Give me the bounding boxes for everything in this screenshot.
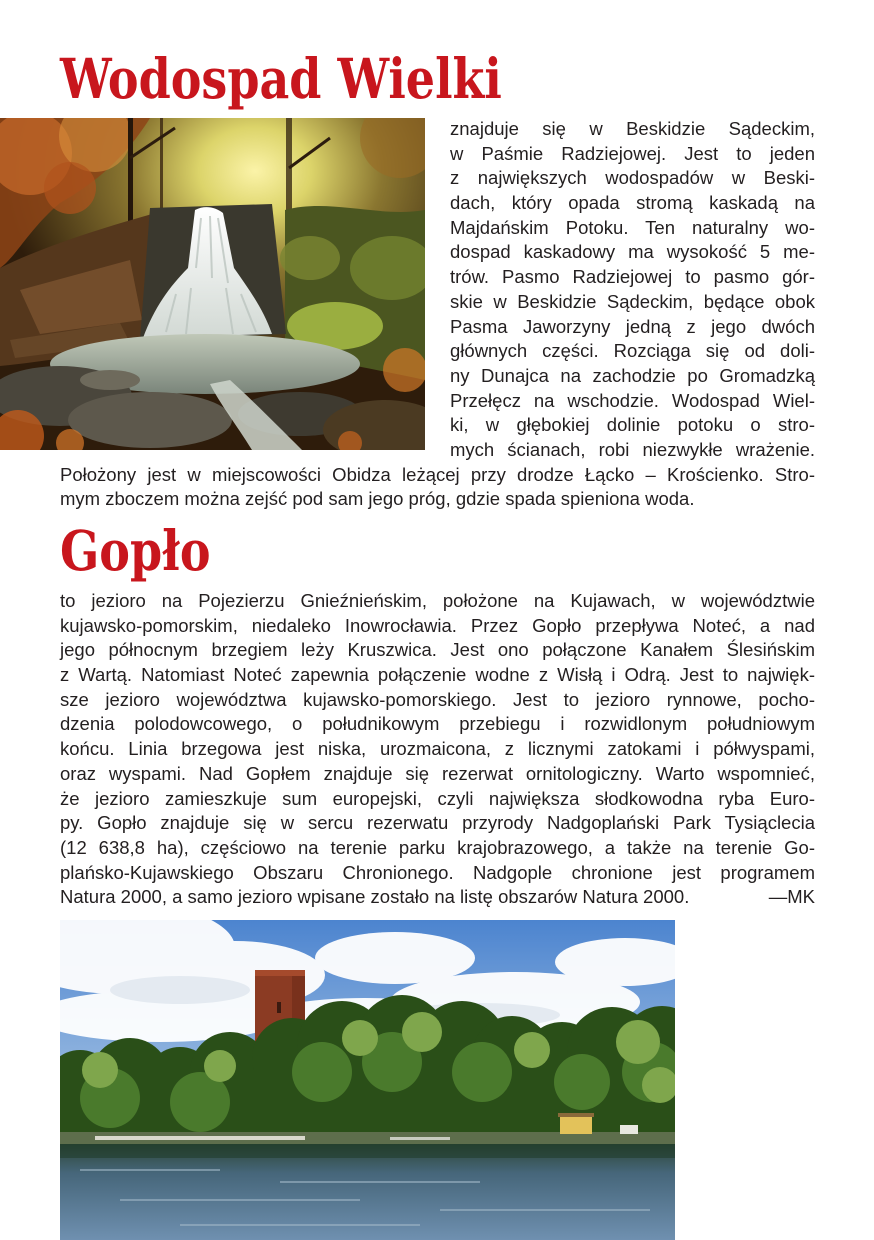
goplo-title: Gopło bbox=[60, 518, 211, 584]
waterfall-text-line: Majdańskim Potoku. Ten naturalny wo- bbox=[450, 216, 815, 238]
waterfall-text-line: mym zboczem można zejść pod sam jego próg, gdzie spada spieniona woda. bbox=[60, 488, 695, 510]
goplo-article bbox=[60, 589, 815, 910]
author-signature: —MK bbox=[768, 886, 815, 908]
waterfall-text-line: dach, który opada stromą kaskadą na bbox=[450, 192, 815, 214]
waterfall-text-line: skie w Beskidzie Sądeckim, będące obok bbox=[450, 290, 815, 312]
goplo-text-line: oraz wyspami. Nad Gopłem znajduje się rezerwat ornitologiczny. Warto wspomnieć, bbox=[60, 762, 815, 784]
waterfall-title: Wodospad Wielki bbox=[60, 46, 502, 112]
goplo-text-line: py. Gopło znajduje się w sercu rezerwatu przyrody Nadgoplański Park Tysiąclecia bbox=[60, 812, 815, 834]
goplo-text-line: to jezioro na Pojezierzu Gnieźnieńskim, położone na Kujawach, w województwie bbox=[60, 590, 815, 611]
waterfall-text-line: Położony jest w miejscowości Obidza leżącej przy drodze Łącko – Krościenko. Stro- bbox=[60, 463, 815, 485]
waterfall-text-line: mych ścianach, robi niezwykłe wrażenie. bbox=[450, 438, 815, 460]
waterfall-text-line: dospad kaskadowy ma wysokość 5 me- bbox=[450, 241, 815, 263]
goplo-text-line: dzenia polodowcowego, o południkowym przebiegu i rozwidlonym południowym bbox=[60, 713, 815, 735]
goplo-text-line: że jezioro zamieszkuje sum europejski, czyli największa słodkowodna ryba Euro- bbox=[60, 787, 815, 809]
waterfall-text-line: w Paśmie Radziejowej. Jest to jeden bbox=[450, 142, 815, 164]
waterfall-text-line: Pasma Jaworzyny jedną z jego dwóch bbox=[450, 315, 815, 337]
goplo-text-line: kujawsko-pomorskim, niedaleko Inowrocławia. Przez Gopło przepływa Noteć, a nad bbox=[60, 614, 815, 636]
waterfall-text-line: ny Dunajca na zachodzie po Gromadzką bbox=[450, 364, 815, 386]
waterfall-text-line: z największych wodospadów w Beski- bbox=[450, 167, 815, 189]
waterfall-text-line: ki, w głębokiej dolinie potoku o stro- bbox=[450, 414, 815, 436]
waterfall-text-line: trów. Pasmo Radziejowej to pasmo gór- bbox=[450, 266, 815, 288]
goplo-text-line: plańsko-Kujawskiego Obszaru Chronionego. Nadgople chronione jest programem bbox=[60, 861, 815, 883]
waterfall-text-line: znajduje się w Beskidzie Sądeckim, bbox=[450, 118, 815, 139]
goplo-text-line: Natura 2000, a samo jezioro wpisane zostało na listę obszarów Natura 2000. bbox=[60, 886, 690, 908]
lake-photo bbox=[60, 920, 675, 1240]
goplo-text-line: jego północnym brzegiem leży Kruszwica. Jest ono połączone Kanałem Ślesińskim bbox=[60, 639, 815, 661]
goplo-last-line bbox=[60, 885, 815, 910]
goplo-text-line: (12 638,8 ha), częściowo na terenie parku krajobrazowego, a także na terenie Go- bbox=[60, 836, 815, 858]
goplo-text-line: sze jezioro województwa kujawsko-pomorskiego. Jest to jezioro rynnowe, pocho- bbox=[60, 688, 815, 710]
goplo-text-line: z Wartą. Natomiast Noteć zapewnia połączenie wodne z Wisłą i Odrą. Jest to najwięk- bbox=[60, 664, 815, 686]
waterfall-text-line: Przełęcz na wschodzie. Wodospad Wiel- bbox=[450, 389, 815, 411]
waterfall-article bbox=[60, 117, 815, 512]
goplo-text-line: końcu. Linia brzegowa jest niska, urozmaicona, z licznymi zatokami i półwyspami, bbox=[60, 738, 815, 760]
waterfall-text-line: głównych części. Rozciąga się od doli- bbox=[450, 340, 815, 362]
